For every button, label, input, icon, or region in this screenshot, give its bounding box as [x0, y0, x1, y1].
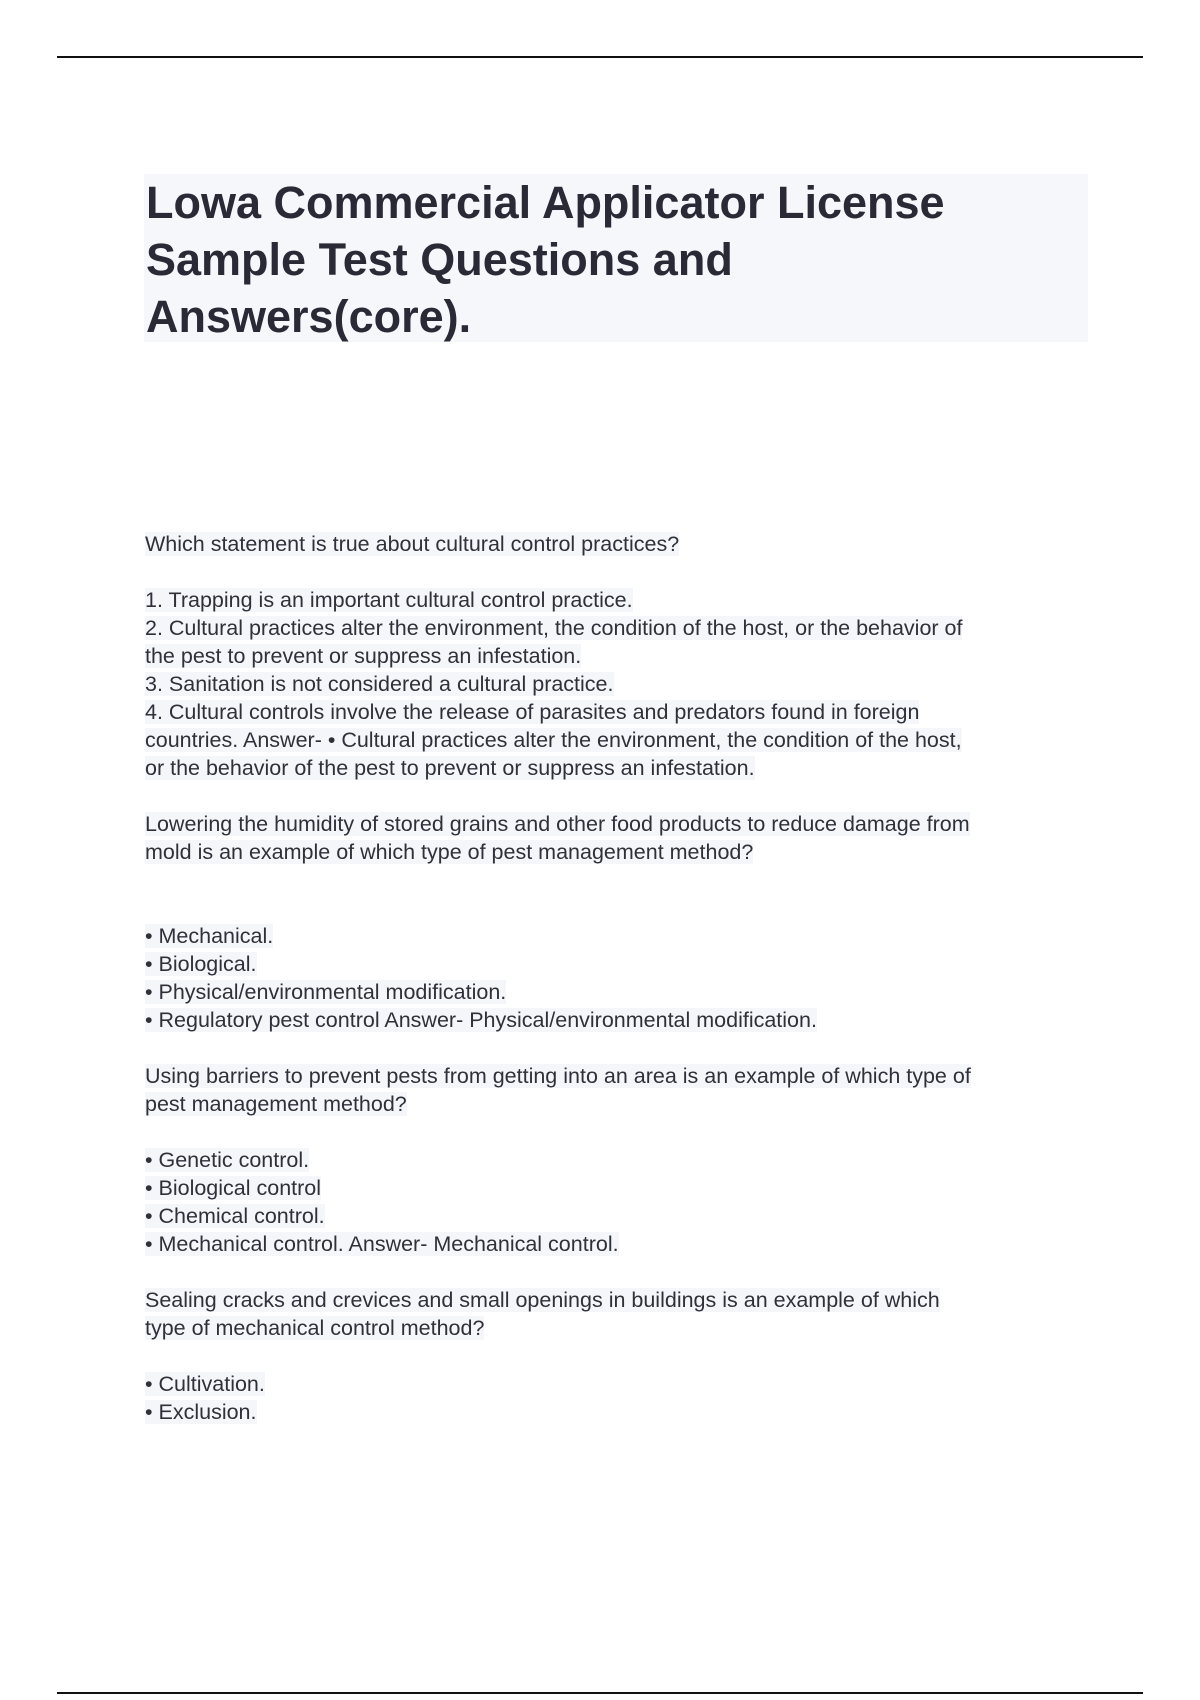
option-line: • Physical/environmental modification.: [145, 980, 507, 1004]
question-text: pest management method?: [145, 1092, 407, 1116]
option-line: • Regulatory pest control Answer- Physical/environmental modification.: [145, 1008, 817, 1032]
question-text: Which statement is true about cultural control practices?: [145, 532, 680, 556]
option-line: • Genetic control.: [145, 1148, 310, 1172]
option-line: • Mechanical control. Answer- Mechanical control.: [145, 1232, 619, 1256]
document-title: Lowa Commercial Applicator License Sample Test Questions and Answers(core).: [146, 177, 945, 342]
option-line: • Biological.: [145, 952, 257, 976]
question-text: mold is an example of which type of pest management method?: [145, 840, 754, 864]
header-rule: [57, 56, 1143, 58]
option-line: • Mechanical.: [145, 924, 274, 948]
option-line: • Cultivation.: [145, 1372, 265, 1396]
question-text: type of mechanical control method?: [145, 1316, 485, 1340]
question-block-3: [145, 1062, 1085, 1258]
question-text: Lowering the humidity of stored grains and other food products to reduce damage from: [145, 812, 970, 836]
option-line: • Chemical control.: [145, 1204, 325, 1228]
footer-rule: [57, 1692, 1143, 1694]
option-line: 2. Cultural practices alter the environment, the condition of the host, or the behavior of: [145, 616, 963, 640]
option-line: or the behavior of the pest to prevent or suppress an infestation.: [145, 756, 755, 780]
option-line: countries. Answer- • Cultural practices alter the environment, the condition of the host,: [145, 728, 962, 752]
option-line: 3. Sanitation is not considered a cultural practice.: [145, 672, 614, 696]
title-block: [144, 174, 1088, 342]
option-line: • Exclusion.: [145, 1400, 257, 1424]
questions-content: [145, 530, 1085, 1426]
question-block-4: [145, 1286, 1085, 1426]
question-text: Sealing cracks and crevices and small openings in buildings is an example of which: [145, 1288, 940, 1312]
question-block-1: [145, 530, 1085, 782]
question-text: Using barriers to prevent pests from getting into an area is an example of which type of: [145, 1064, 971, 1088]
option-line: 1. Trapping is an important cultural control practice.: [145, 588, 633, 612]
option-line: the pest to prevent or suppress an infestation.: [145, 644, 582, 668]
question-block-2: [145, 810, 1085, 1034]
option-line: • Biological control: [145, 1176, 322, 1200]
option-line: 4. Cultural controls involve the release of parasites and predators found in foreign: [145, 700, 920, 724]
